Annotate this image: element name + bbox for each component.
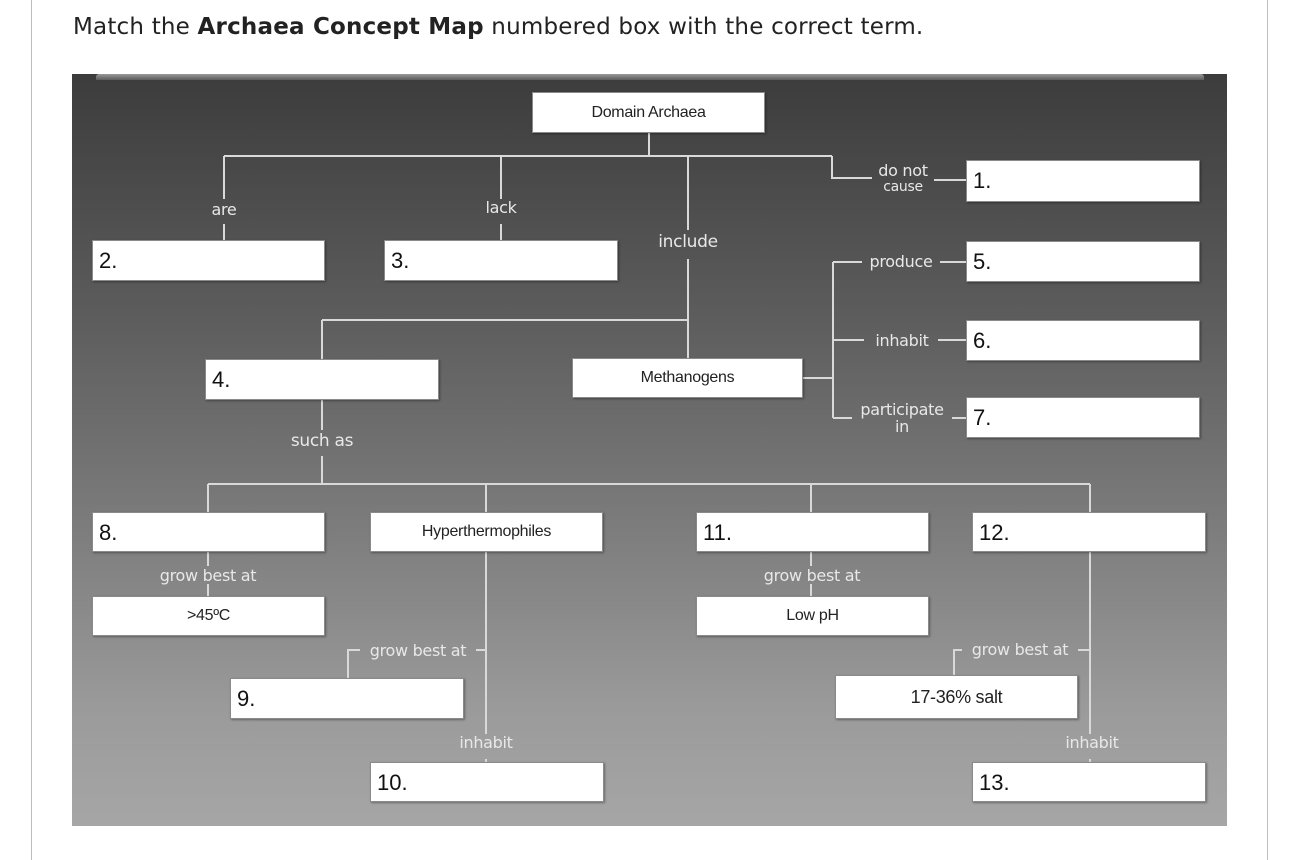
answer-box-9[interactable]: 9. (230, 678, 464, 719)
concept-map (72, 74, 1227, 826)
temperature-box: >45ºC (92, 596, 325, 636)
prompt-bold-title: Archaea Concept Map (197, 14, 484, 40)
answer-box-3[interactable]: 3. (384, 240, 618, 281)
low-ph-box: Low pH (696, 596, 929, 636)
label-cause: cause (883, 179, 923, 195)
label-grow-best-at-salt: grow best at (971, 640, 1069, 659)
label-grow-best-at-11: grow best at (763, 566, 861, 585)
answer-box-2[interactable]: 2. (92, 240, 325, 281)
answer-box-8[interactable]: 8. (92, 512, 325, 552)
label-produce: produce (869, 252, 933, 271)
label-participate: participate (860, 400, 944, 419)
left-border (31, 0, 32, 860)
answer-box-13[interactable]: 13. (972, 762, 1206, 802)
answer-box-4[interactable]: 4. (205, 359, 439, 400)
label-such-as: such as (290, 431, 354, 451)
label-grow-best-at-8: grow best at (159, 566, 257, 585)
label-inhabit-10: inhabit (459, 733, 513, 752)
salt-box: 17-36% salt (835, 675, 1078, 719)
answer-box-1[interactable]: 1. (966, 160, 1200, 202)
right-border (1267, 0, 1268, 860)
answer-box-12[interactable]: 12. (972, 512, 1206, 552)
hyperthermophiles-box: Hyperthermophiles (370, 512, 603, 552)
answer-box-11[interactable]: 11. (696, 512, 929, 552)
prompt-text-after: numbered box with the correct term. (483, 14, 924, 40)
label-are: are (211, 200, 237, 219)
answer-box-5[interactable]: 5. (966, 241, 1200, 282)
domain-archaea-box: Domain Archaea (532, 92, 765, 133)
label-lack: lack (485, 198, 517, 217)
label-inhabit-6: inhabit (875, 331, 929, 350)
label-do-not: do not (878, 161, 928, 180)
label-grow-best-at-9: grow best at (369, 641, 467, 660)
answer-box-7[interactable]: 7. (966, 397, 1200, 438)
question-prompt (73, 14, 923, 40)
methanogens-box: Methanogens (572, 358, 803, 398)
label-include: include (658, 232, 718, 252)
prompt-text-before: Match the (73, 14, 198, 40)
answer-box-10[interactable]: 10. (370, 762, 604, 802)
answer-box-6[interactable]: 6. (966, 320, 1200, 361)
label-inhabit-13: inhabit (1065, 733, 1119, 752)
label-in: in (895, 417, 909, 436)
